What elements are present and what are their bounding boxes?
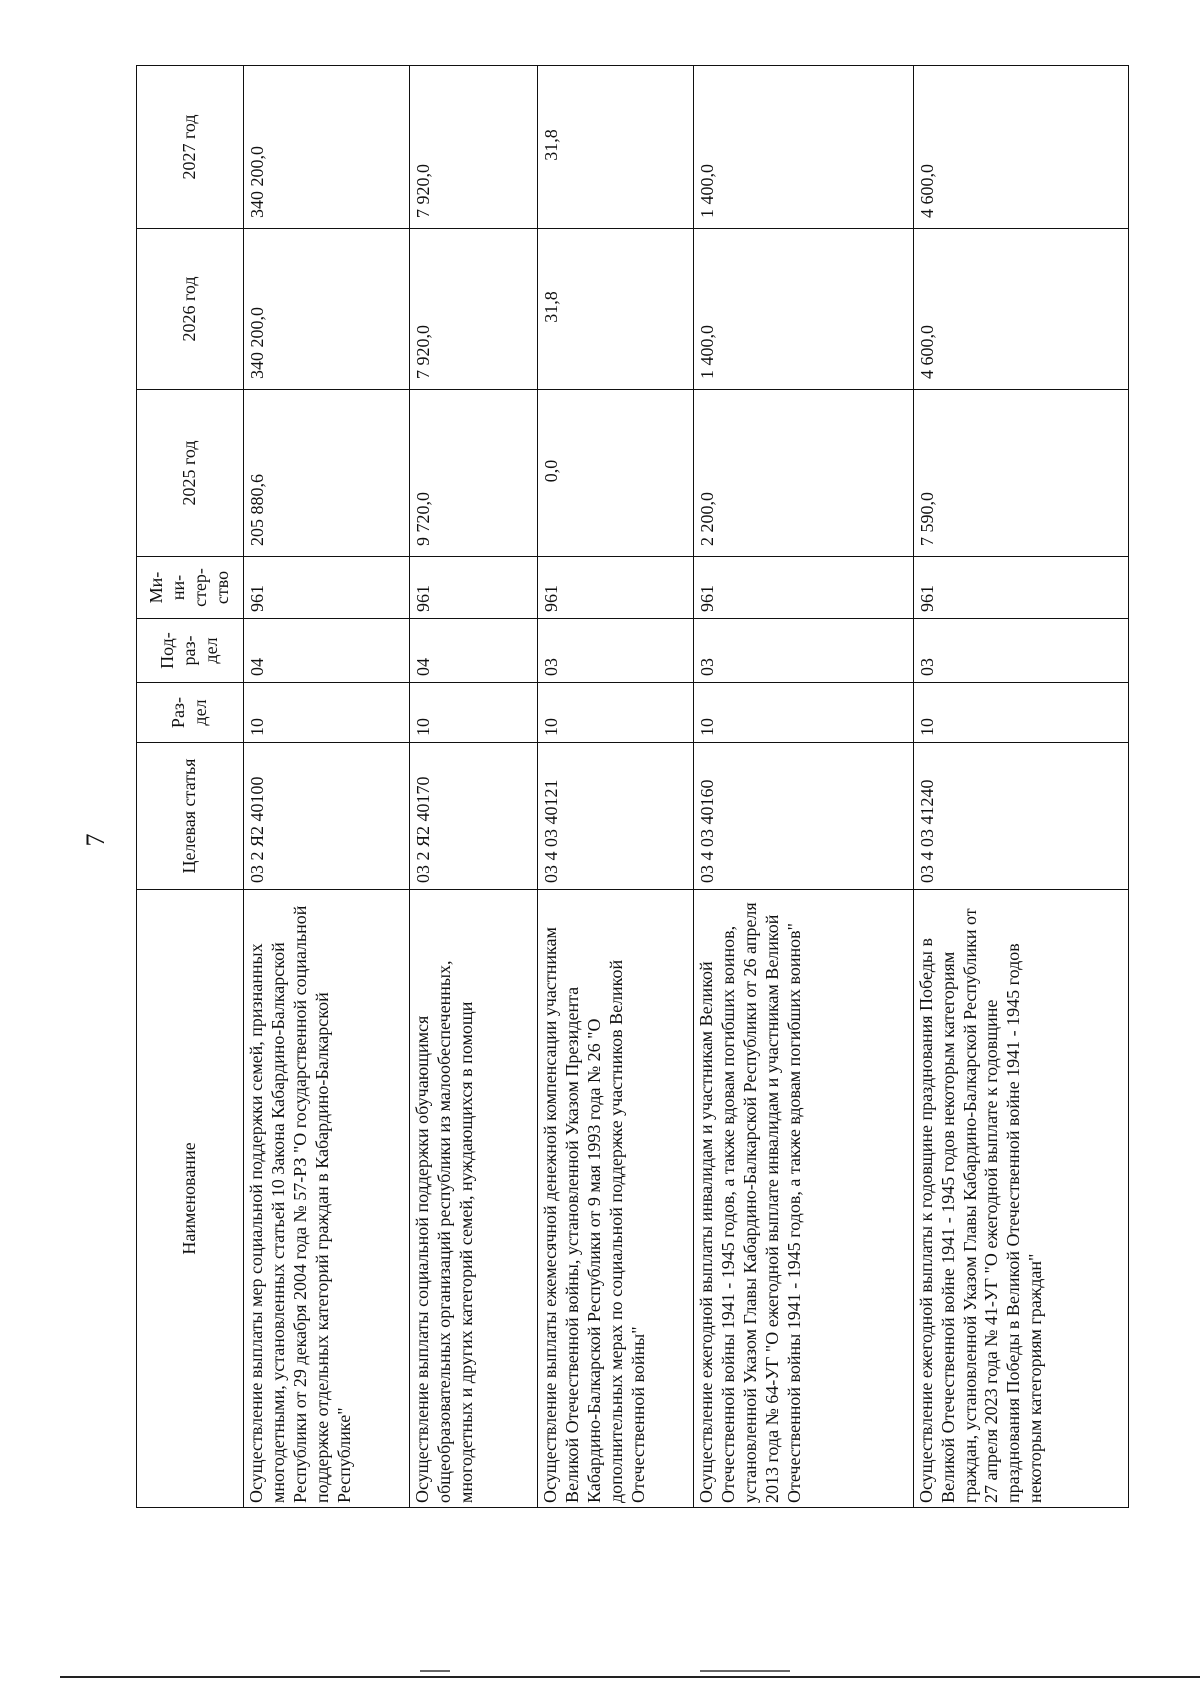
table-row	[244, 66, 410, 1508]
row-ministry: 961	[693, 557, 913, 619]
table-header-row	[137, 66, 244, 1508]
row-name: Осуществление выплаты ежемесячной денежной компенсации участникам Великой Отечественной войны, установленной Указом Президента Кабардино-Балкарской Республики от 9 мая 1993 года № 26 "О дополнительных мерах по социальной поддержке участников Великой Отечественной войны"	[537, 890, 693, 1508]
row-2027: 31,8	[537, 66, 693, 229]
row-target: 03 4 03 41240	[913, 743, 1128, 890]
budget-table-container	[136, 66, 1129, 1508]
col-header-ministry: Ми- ни- стер- ство	[137, 557, 244, 619]
row-ministry: 961	[410, 557, 538, 619]
row-2027: 4 600,0	[913, 66, 1128, 229]
row-ministry: 961	[913, 557, 1128, 619]
row-section: 10	[244, 683, 410, 743]
row-subsection: 03	[913, 619, 1128, 683]
col-header-target: Целевая статья	[137, 743, 244, 890]
row-target: 03 2 Я2 40170	[410, 743, 538, 890]
row-2025: 205 880,6	[244, 390, 410, 557]
col-header-section: Раз- дел	[137, 683, 244, 743]
row-subsection: 03	[537, 619, 693, 683]
row-2027: 340 200,0	[244, 66, 410, 229]
row-section: 10	[537, 683, 693, 743]
col-header-2025: 2025 год	[137, 390, 244, 557]
row-subsection: 04	[244, 619, 410, 683]
budget-table	[136, 65, 1129, 1508]
row-2025: 0,0	[537, 390, 693, 557]
table-row	[693, 66, 913, 1508]
table-row	[537, 66, 693, 1508]
row-2026: 4 600,0	[913, 229, 1128, 390]
row-name: Осуществление выплаты мер социальной поддержки семей, признанных многодетными, установленных статьей 10 Закона Кабардино-Балкарской Республики от 29 декабря 2004 года № 57-РЗ "О государственной социальной поддержке отдельных категорий граждан в Кабардино-Балкарской Республике"	[244, 890, 410, 1508]
row-2026: 31,8	[537, 229, 693, 390]
row-section: 10	[693, 683, 913, 743]
row-target: 03 4 03 40160	[693, 743, 913, 890]
row-2025: 9 720,0	[410, 390, 538, 557]
row-subsection: 03	[693, 619, 913, 683]
row-2025: 7 590,0	[913, 390, 1128, 557]
scan-speck	[700, 1670, 790, 1672]
col-header-2026: 2026 год	[137, 229, 244, 390]
row-ministry: 961	[244, 557, 410, 619]
row-2026: 340 200,0	[244, 229, 410, 390]
row-name: Осуществление ежегодной выплаты инвалидам и участникам Великой Отечественной войны 1941 - 1945 годов, а также вдовам погибших воинов, установленной Указом Главы Кабардино-Балкарской Республики от 26 апреля 2013 года № 64-УГ "О ежегодной выплате инвалидам и участникам Великой Отечественной войны 1941 - 1945 годов, а также вдовам погибших воинов"	[693, 890, 913, 1508]
col-header-2027: 2027 год	[137, 66, 244, 229]
page-number: 7	[81, 833, 110, 847]
row-target: 03 4 03 40121	[537, 743, 693, 890]
row-2027: 1 400,0	[693, 66, 913, 229]
row-section: 10	[410, 683, 538, 743]
row-name: Осуществление выплаты социальной поддержки обучающимся общеобразовательных организаций республики из малообеспеченных, многодетных и других категорий семей, нуждающихся в помощи	[410, 890, 538, 1508]
row-2026: 1 400,0	[693, 229, 913, 390]
row-2026: 7 920,0	[410, 229, 538, 390]
col-header-name: Наименование	[137, 890, 244, 1508]
row-section: 10	[913, 683, 1128, 743]
table-row	[913, 66, 1128, 1508]
scan-speck	[420, 1670, 450, 1672]
row-2025: 2 200,0	[693, 390, 913, 557]
table-row	[410, 66, 538, 1508]
row-target: 03 2 Я2 40100	[244, 743, 410, 890]
row-ministry: 961	[537, 557, 693, 619]
scan-edge-line	[60, 1676, 1200, 1678]
row-2027: 7 920,0	[410, 66, 538, 229]
row-subsection: 04	[410, 619, 538, 683]
col-header-subsection: Под- раз- дел	[137, 619, 244, 683]
row-name: Осуществление ежегодной выплаты к годовщине празднования Победы в Великой Отечественной войне 1941 - 1945 годов некоторым категориям граждан, установленной Указом Главы Кабардино-Балкарской Республики от 27 апреля 2023 года № 41-УГ "О ежегодной выплате к годовщине празднования Победы в Великой Отечественной войне 1941 - 1945 годов некоторым категориям граждан"	[913, 890, 1128, 1508]
